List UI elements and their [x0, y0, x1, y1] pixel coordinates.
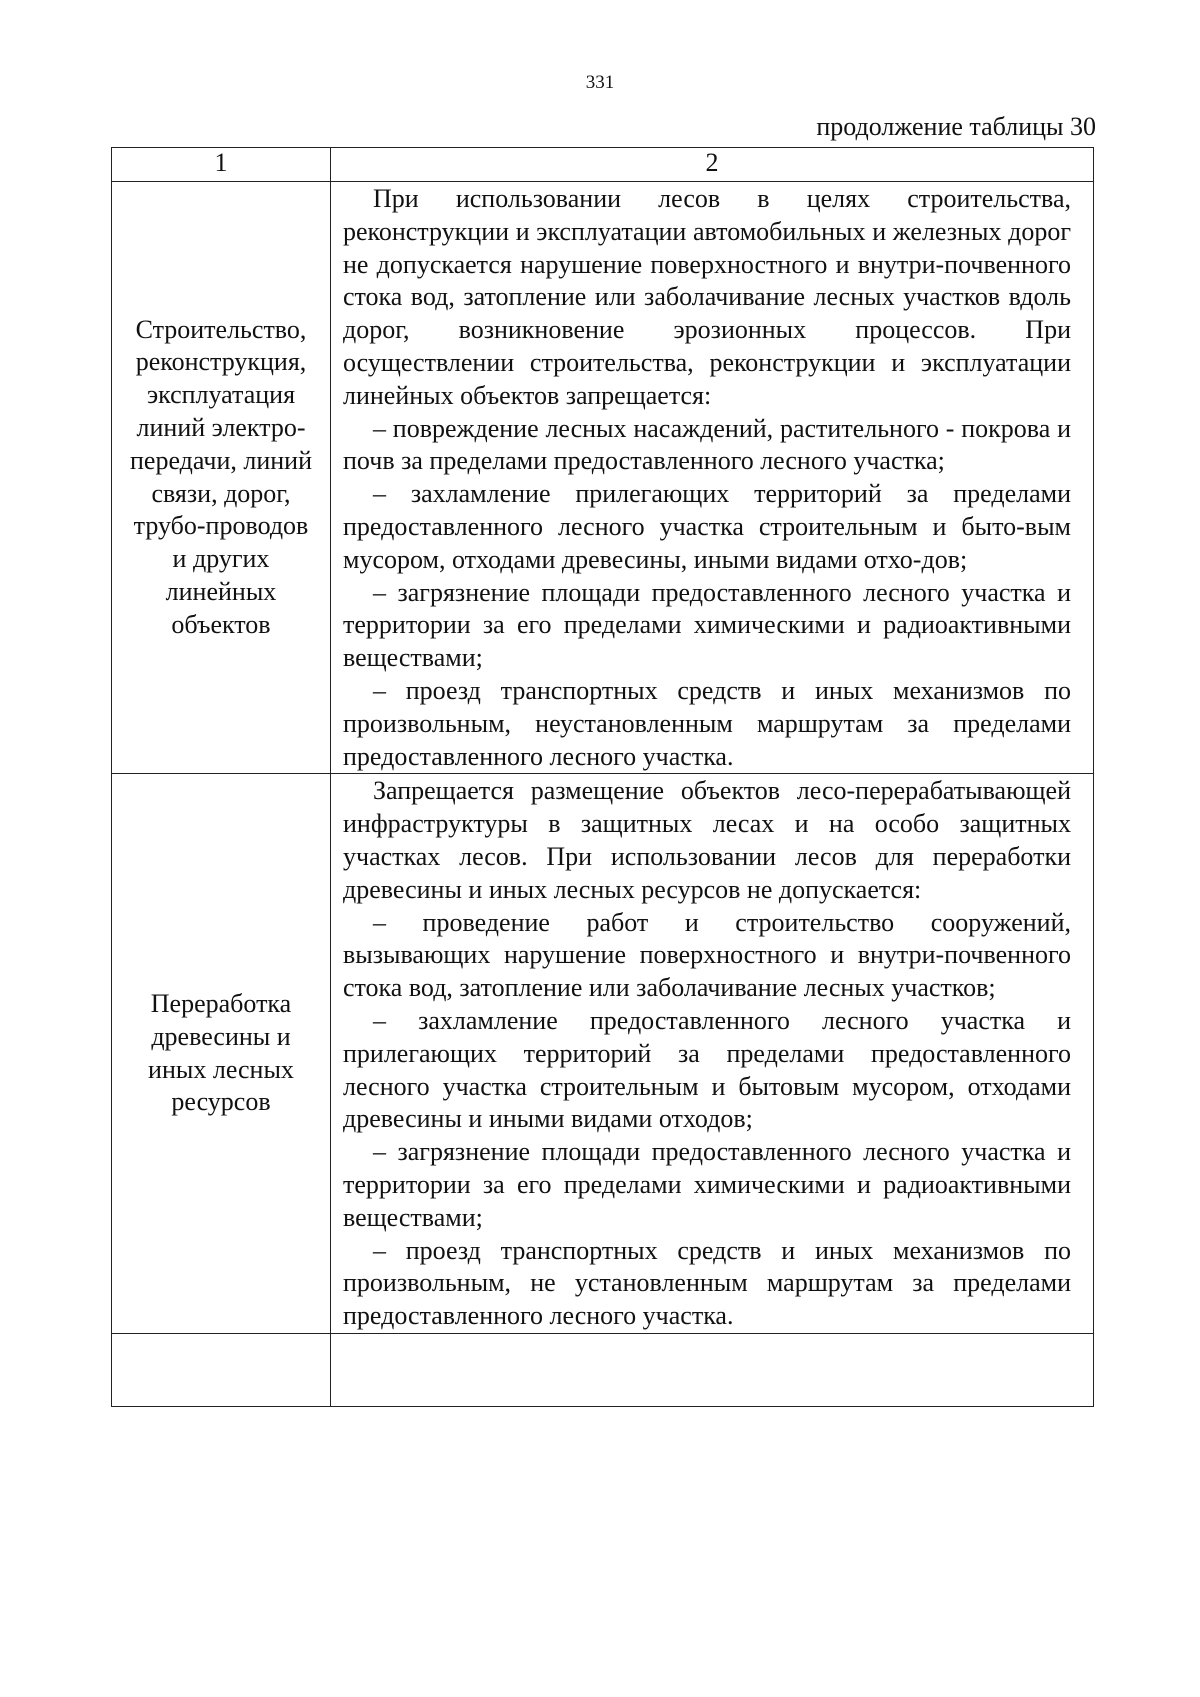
activity-label: Переработка древесины и иных лесных ресурсов [148, 989, 294, 1117]
table-header-row [112, 148, 1094, 182]
header-col-2: 2 [331, 148, 1094, 182]
requirements-cell [331, 182, 1094, 774]
requirement-item: – повреждение лесных насаждений, растительного - покрова и почв за пределами предоставленного лесного участка; [343, 413, 1071, 476]
requirement-paragraph: Запрещается размещение объектов лесо-перерабатывающей инфраструктуры в защитных лесах и на особо защитных участках лесов. При использовании лесов для переработки древесины и иных лесных ресурсов не допускается: [343, 776, 1071, 904]
empty-cell-2 [331, 1333, 1094, 1406]
regulations-table [111, 147, 1094, 1407]
requirement-paragraph: При использовании лесов в целях строительства, реконструкции и эксплуатации автомобильных и железных дорог не допускается нарушение поверхностного и внутри-почвенного стока вод, затопление или заболачивание лесных участков вдоль дорог, возникновение эрозионных процессов. При осуществлении строительства, реконструкции и эксплуатации линейных объектов запрещается: [343, 184, 1071, 410]
requirement-item: – загрязнение площади предоставленного лесного участка и территории за его пределами химическими и радиоактивными веществами; [343, 577, 1071, 673]
activity-cell [112, 774, 331, 1334]
table-row-empty [112, 1333, 1094, 1406]
empty-cell-1 [112, 1333, 331, 1406]
requirement-item: – проведение работ и строительство сооружений, вызывающих нарушение поверхностного и внутри-почвенного стока вод, затопление или заболачивание лесных участков; [343, 907, 1071, 1003]
table-row [112, 774, 1094, 1334]
table-continuation-caption: продолжение таблицы 30 [816, 112, 1096, 141]
requirement-item: – захламление предоставленного лесного участка и прилегающих территорий за пределами предоставленного лесного участка строительным и бытовым мусором, отходами древесины и иными видами отходов; [343, 1005, 1071, 1134]
requirement-item: – захламление прилегающих территорий за пределами предоставленного лесного участка строительным и быто-вым мусором, отходами древесины, иными видами отхо-дов; [343, 479, 1071, 574]
activity-label: Строительство, реконструкция, эксплуатация линий электро-передачи, линий связи, дорог, трубо-проводов и других линейных объектов [130, 314, 312, 639]
table-row [112, 182, 1094, 774]
requirement-item: – загрязнение площади предоставленного лесного участка и территории за его пределами химическими и радиоактивными веществами; [343, 1137, 1071, 1232]
header-col-1: 1 [112, 148, 331, 182]
activity-cell [112, 182, 331, 774]
requirements-cell [331, 774, 1094, 1334]
requirement-item: – проезд транспортных средств и иных механизмов по произвольным, не установленным маршрутам за пределами предоставленного лесного участка. [343, 1235, 1071, 1331]
page-number: 331 [585, 72, 615, 93]
requirement-item: – проезд транспортных средств и иных механизмов по произвольным, неустановленным маршрутам за пределами предоставленного лесного участка. [343, 675, 1071, 771]
